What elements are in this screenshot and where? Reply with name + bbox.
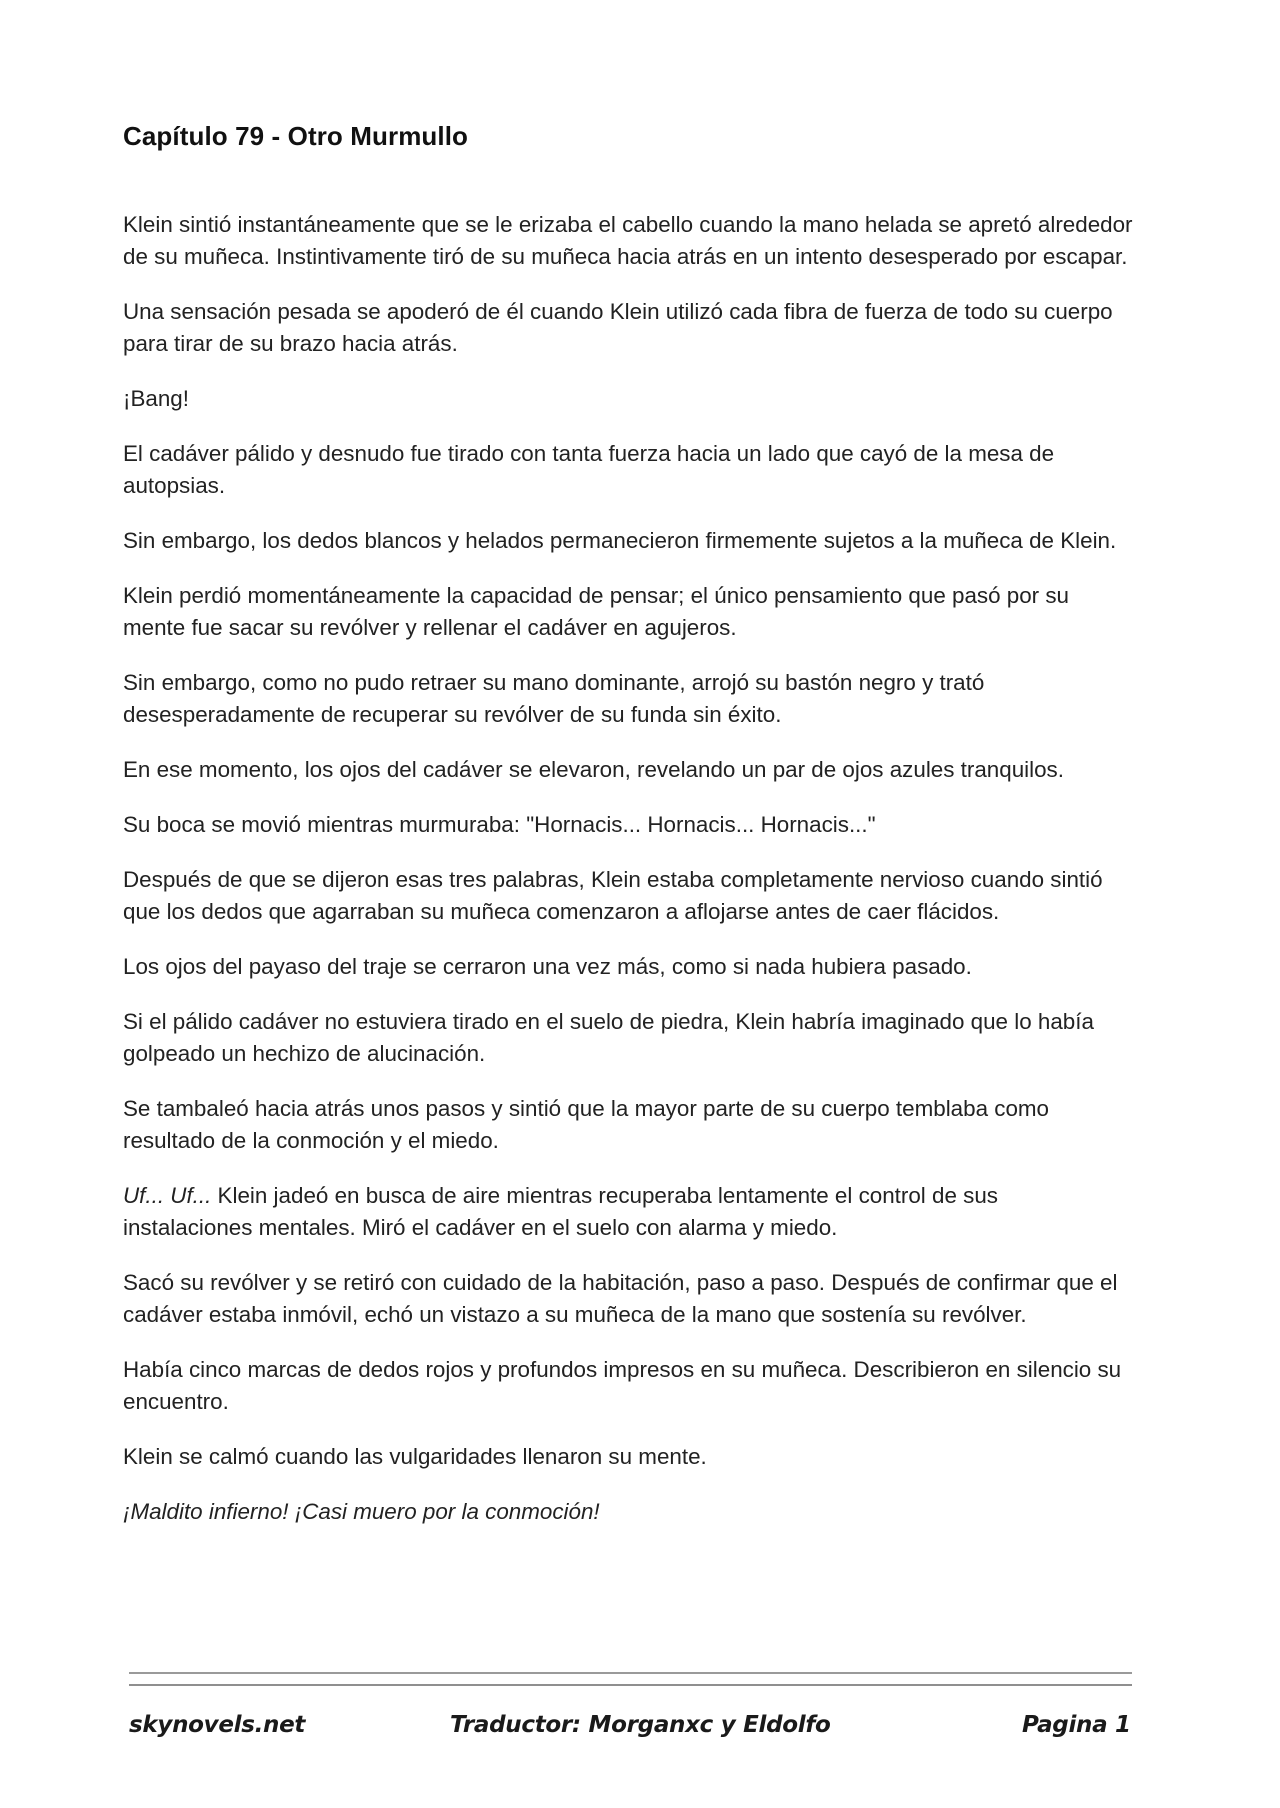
paragraph-12: Si el pálido cadáver no estuviera tirado en el suelo de piedra, Klein habría imaginado que lo había golpeado un hechizo de alucinación. [123,1009,1094,1066]
paragraph-16: Había cinco marcas de dedos rojos y profundos impresos en su muñeca. Describieron en silencio su encuentro. [123,1357,1122,1414]
paragraph-11: Los ojos del payaso del traje se cerraron una vez más, como si nada hubiera pasado. [123,954,972,979]
paragraph-7: Sin embargo, como no pudo retraer su mano dominante, arrojó su bastón negro y trató desesperadamente de recuperar su revólver de su funda sin éxito. [123,670,985,727]
italic-lead: Uf... Uf... [123,1183,212,1208]
chapter-body [123,209,1133,1551]
footer-divider-bottom [129,1684,1132,1686]
paragraph-2: Una sensación pesada se apoderó de él cuando Klein utilizó cada fibra de fuerza de todo su cuerpo para tirar de su brazo hacia atrás. [123,299,1113,356]
footer-divider-top [129,1672,1132,1674]
paragraph-15: Sacó su revólver y se retiró con cuidado de la habitación, paso a paso. Después de confirmar que el cadáver estaba inmóvil, echó un vistazo a su muñeca de la mano que sostenía su revólver. [123,1270,1118,1327]
paragraph-10: Después de que se dijeron esas tres palabras, Klein estaba completamente nervioso cuando sintió que los dedos que agarraban su muñeca comenzaron a aflojarse antes de caer flácidos. [123,867,1103,924]
footer-site: skynovels.net [129,1712,306,1738]
chapter-title: Capítulo 79 - Otro Murmullo [123,121,469,151]
footer-page-number: Pagina 1 [1022,1712,1131,1738]
paragraph-9: Su boca se movió mientras murmuraba: "Hornacis... Hornacis... Hornacis..." [123,812,876,837]
paragraph-18: ¡Maldito infierno! ¡Casi muero por la conmoción! [123,1499,600,1524]
footer-translator: Traductor: Morganxc y Eldolfo [450,1712,831,1738]
paragraph-17: Klein se calmó cuando las vulgaridades llenaron su mente. [123,1444,707,1469]
paragraph-4: El cadáver pálido y desnudo fue tirado con tanta fuerza hacia un lado que cayó de la mesa de autopsias. [123,441,1055,498]
paragraph-8: En ese momento, los ojos del cadáver se elevaron, revelando un par de ojos azules tranquilos. [123,757,1064,782]
paragraph-14 [123,1180,1133,1244]
paragraph-14-text: Klein jadeó en busca de aire mientras recuperaba lentamente el control de sus instalaciones mentales. Miró el cadáver en el suelo con alarma y miedo. [123,1183,998,1240]
paragraph-13: Se tambaleó hacia atrás unos pasos y sintió que la mayor parte de su cuerpo temblaba como resultado de la conmoción y el miedo. [123,1096,1050,1153]
paragraph-6: Klein perdió momentáneamente la capacidad de pensar; el único pensamiento que pasó por su mente fue sacar su revólver y rellenar el cadáver en agujeros. [123,583,1070,640]
paragraph-3: ¡Bang! [123,386,189,411]
paragraph-1: Klein sintió instantáneamente que se le erizaba el cabello cuando la mano helada se apretó alrededor de su muñeca. Instintivamente tiró de su muñeca hacia atrás en un intento desesperado por escapar. [123,212,1133,269]
paragraph-5: Sin embargo, los dedos blancos y helados permanecieron firmemente sujetos a la muñeca de Klein. [123,528,1117,553]
